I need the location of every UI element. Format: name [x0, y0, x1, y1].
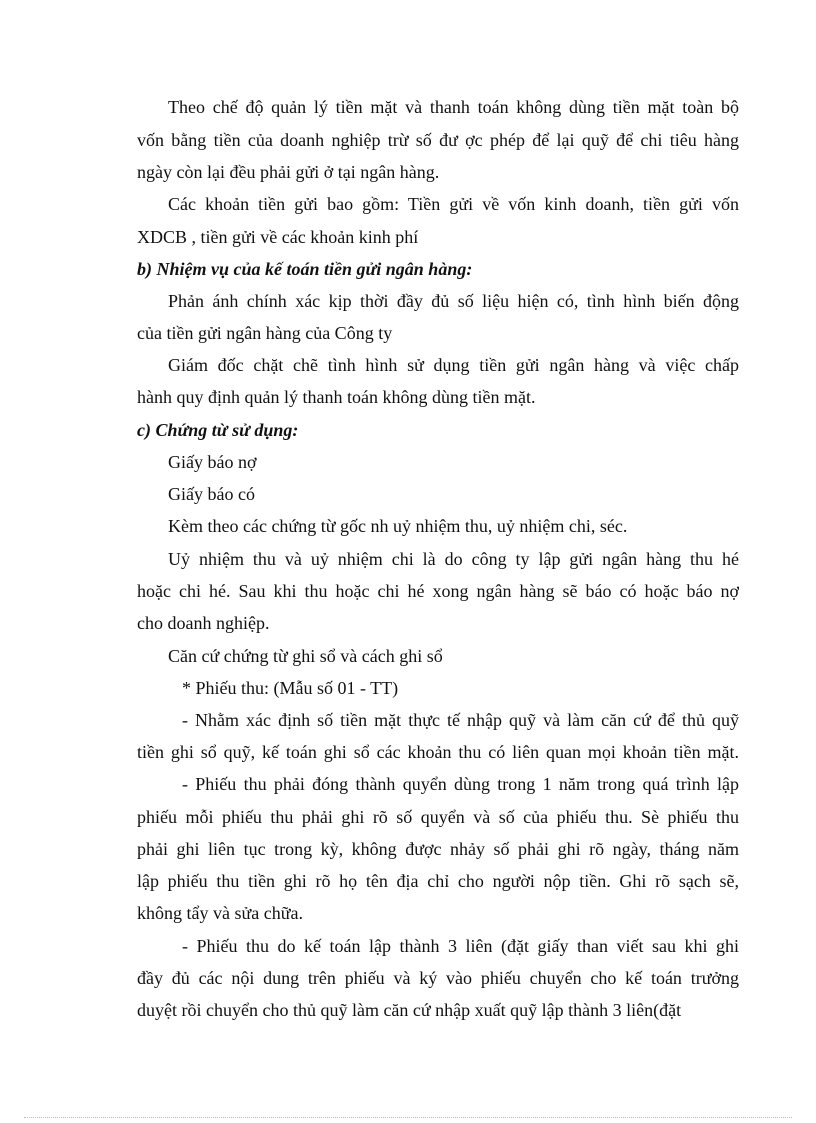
- paragraph-line: của tiền gửi ngân hàng của Công ty: [137, 323, 393, 343]
- paragraph-line: Các khoản tiền gửi bao gồm: Tiền gửi về vốn kinh doanh, tiền gửi vốn: [168, 194, 739, 214]
- list-item: Giấy báo có: [168, 484, 255, 504]
- paragraph-line: - Phiếu thu do kế toán lập thành 3 liên (đặt giấy than viết sau khi ghi: [182, 936, 739, 956]
- paragraph-line: - Phiếu thu phải đóng thành quyển dùng trong 1 năm trong quá trình lập: [182, 774, 739, 794]
- section-heading-c: c) Chứng từ sử dụng:: [137, 420, 299, 440]
- paragraph-line: đầy đủ các nội dung trên phiếu và ký vào phiếu chuyển cho kế toán trưởng: [137, 968, 739, 988]
- paragraph-line: không tẩy và sửa chữa.: [137, 903, 303, 923]
- paragraph-line: phiếu mỗi phiếu thu phải ghi rõ số quyển và số của phiếu thu. Sè phiếu thu: [137, 807, 739, 827]
- paragraph-line: Phản ánh chính xác kịp thời đầy đủ số liệu hiện có, tình hình biến động: [168, 291, 739, 311]
- paragraph-line: vốn bằng tiền của doanh nghiệp trừ số đư ợc phép để lại quỹ để chi tiêu hàng: [137, 130, 739, 150]
- paragraph-line: phải ghi liên tục trong kỳ, không được nhảy số phải ghi rõ ngày, tháng năm: [137, 839, 739, 859]
- paragraph-line: hành quy định quản lý thanh toán không dùng tiền mặt.: [137, 387, 536, 407]
- paragraph-line: tiền ghi sổ quỹ, kế toán ghi sổ các khoản thu có liên quan mọi khoản tiền mặt.: [137, 742, 739, 762]
- paragraph-line: Uỷ nhiệm thu và uỷ nhiệm chi là do công ty lập gửi ngân hàng thu hé: [168, 549, 739, 569]
- paragraph-line: duyệt rồi chuyển cho thủ quỹ làm căn cứ nhập xuất quỹ lập thành 3 liên(đặt: [137, 1000, 682, 1020]
- section-heading-b: b) Nhiệm vụ của kế toán tiền gửi ngân hàng:: [137, 259, 473, 279]
- page-bottom-divider: [24, 1117, 792, 1118]
- paragraph-line: Theo chế độ quản lý tiền mặt và thanh toán không dùng tiền mặt toàn bộ: [168, 97, 739, 117]
- paragraph-line: Giám đốc chặt chẽ tình hình sử dụng tiền gửi ngân hàng và việc chấp: [168, 355, 739, 375]
- paragraph-line: XDCB , tiền gửi về các khoản kinh phí: [137, 227, 419, 247]
- paragraph-line: lập phiếu thu tiền ghi rõ họ tên địa chỉ cho người nộp tiền. Ghi rõ sạch sẽ,: [137, 871, 739, 891]
- paragraph-line: ngày còn lại đều phải gửi ở tại ngân hàng.: [137, 162, 440, 182]
- paragraph-line: Kèm theo các chứng từ gốc nh uỷ nhiệm thu, uỷ nhiệm chi, séc.: [168, 516, 628, 536]
- paragraph-line: - Nhằm xác định số tiền mặt thực tế nhập quỹ và làm căn cứ để thủ quỹ: [182, 710, 739, 730]
- list-item: Giấy báo nợ: [168, 452, 257, 472]
- paragraph-line: Căn cứ chứng từ ghi sổ và cách ghi sổ: [168, 646, 443, 666]
- subheading-phieu-thu: * Phiếu thu: (Mẫu số 01 - TT): [182, 678, 399, 698]
- paragraph-line: hoặc chi hé. Sau khi thu hoặc chi hé xong ngân hàng sẽ báo có hoặc báo nợ: [137, 581, 739, 601]
- paragraph-line: cho doanh nghiệp.: [137, 613, 270, 633]
